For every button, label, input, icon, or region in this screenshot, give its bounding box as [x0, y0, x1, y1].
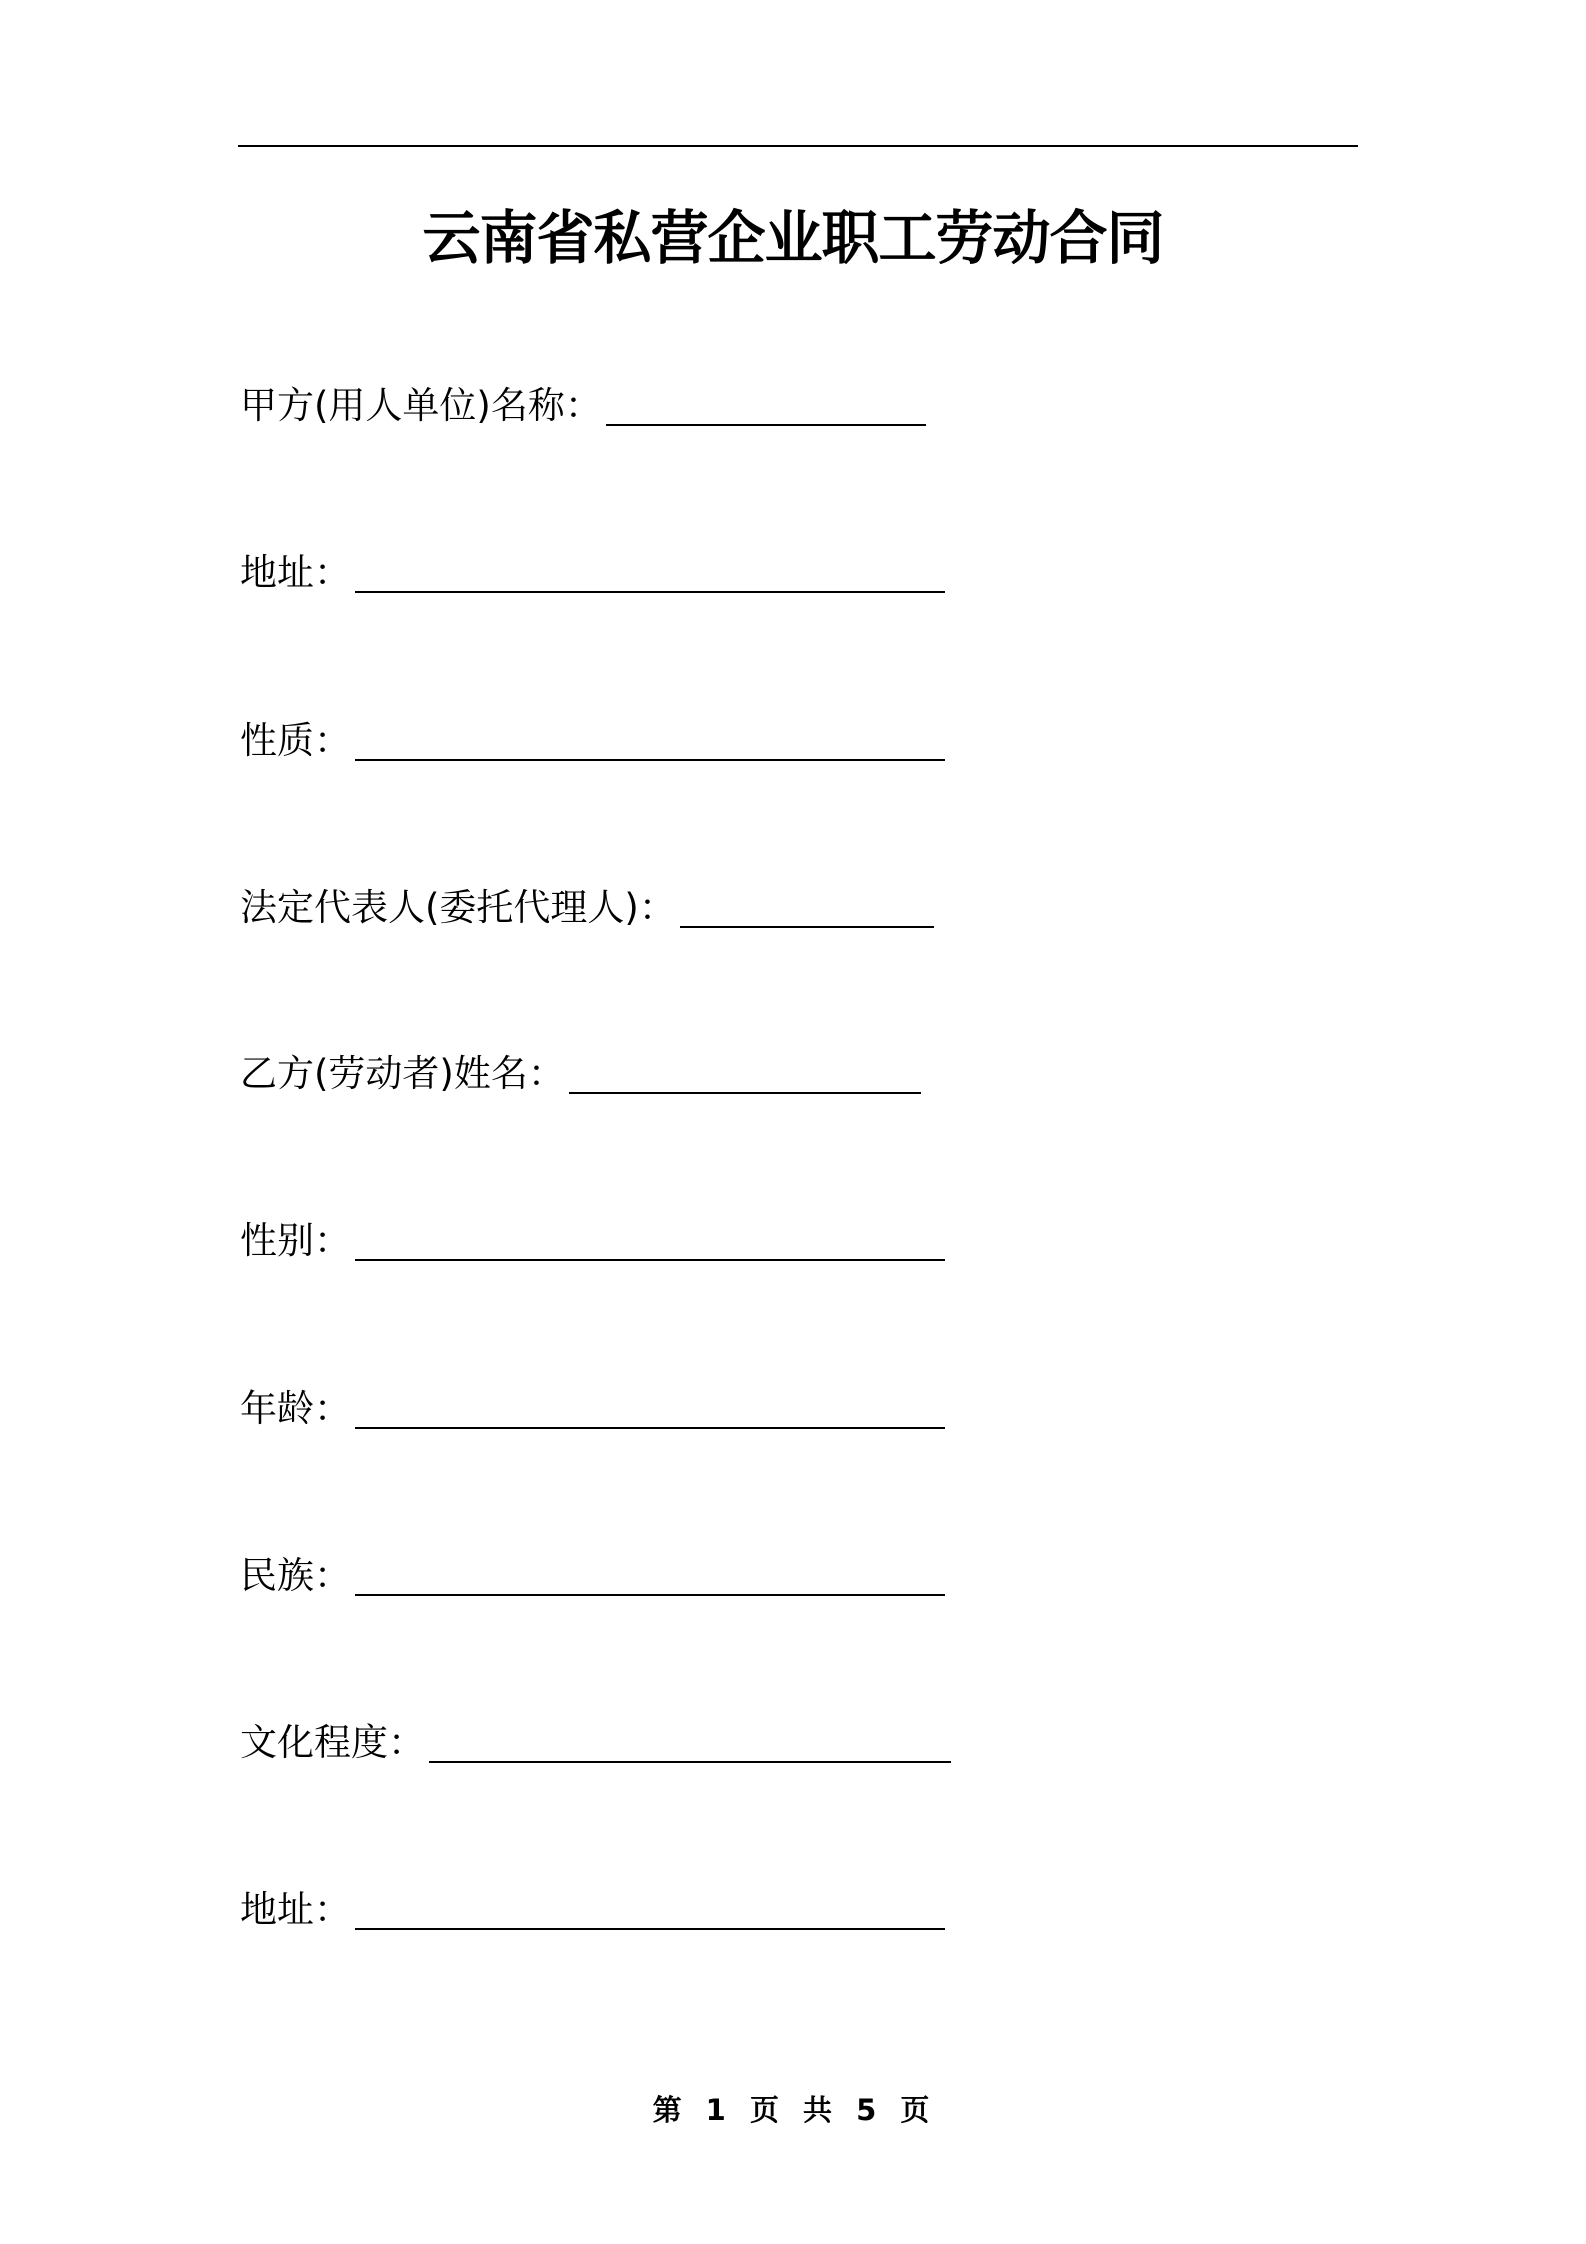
field-label: 民族：	[240, 1554, 351, 1597]
field-label: 地址：	[240, 551, 351, 594]
blank-line[interactable]	[355, 1593, 945, 1596]
blank-line[interactable]	[429, 1760, 951, 1763]
field-nature	[240, 705, 945, 765]
blank-line[interactable]	[680, 925, 934, 928]
blank-line[interactable]	[606, 423, 926, 426]
field-party-b-address	[240, 1874, 945, 1934]
field-ethnicity	[240, 1540, 945, 1600]
field-label: 法定代表人(委托代理人)：	[240, 886, 676, 929]
field-label: 性质：	[240, 719, 351, 762]
field-legal-representative	[240, 872, 934, 932]
field-party-a-name	[240, 370, 926, 430]
page-number: 第 1 页 共 5 页	[652, 2093, 934, 2127]
field-party-b-name	[240, 1038, 921, 1098]
field-party-a-address	[240, 537, 945, 597]
field-education	[240, 1707, 951, 1767]
blank-line[interactable]	[569, 1091, 921, 1094]
blank-line[interactable]	[355, 590, 945, 593]
blank-line[interactable]	[355, 758, 945, 761]
field-label: 性别：	[240, 1219, 351, 1262]
blank-line[interactable]	[355, 1426, 945, 1429]
field-label: 乙方(劳动者)姓名：	[240, 1052, 565, 1095]
field-age	[240, 1373, 945, 1433]
field-label: 年龄：	[240, 1387, 351, 1430]
field-gender	[240, 1205, 945, 1265]
field-label: 甲方(用人单位)名称：	[240, 384, 602, 427]
field-label: 地址：	[240, 1888, 351, 1931]
blank-line[interactable]	[355, 1258, 945, 1261]
blank-line[interactable]	[355, 1927, 945, 1930]
document-title: 云南省私营企业职工劳动合同	[422, 204, 1164, 272]
header-rule	[238, 145, 1358, 147]
field-label: 文化程度：	[240, 1721, 425, 1764]
